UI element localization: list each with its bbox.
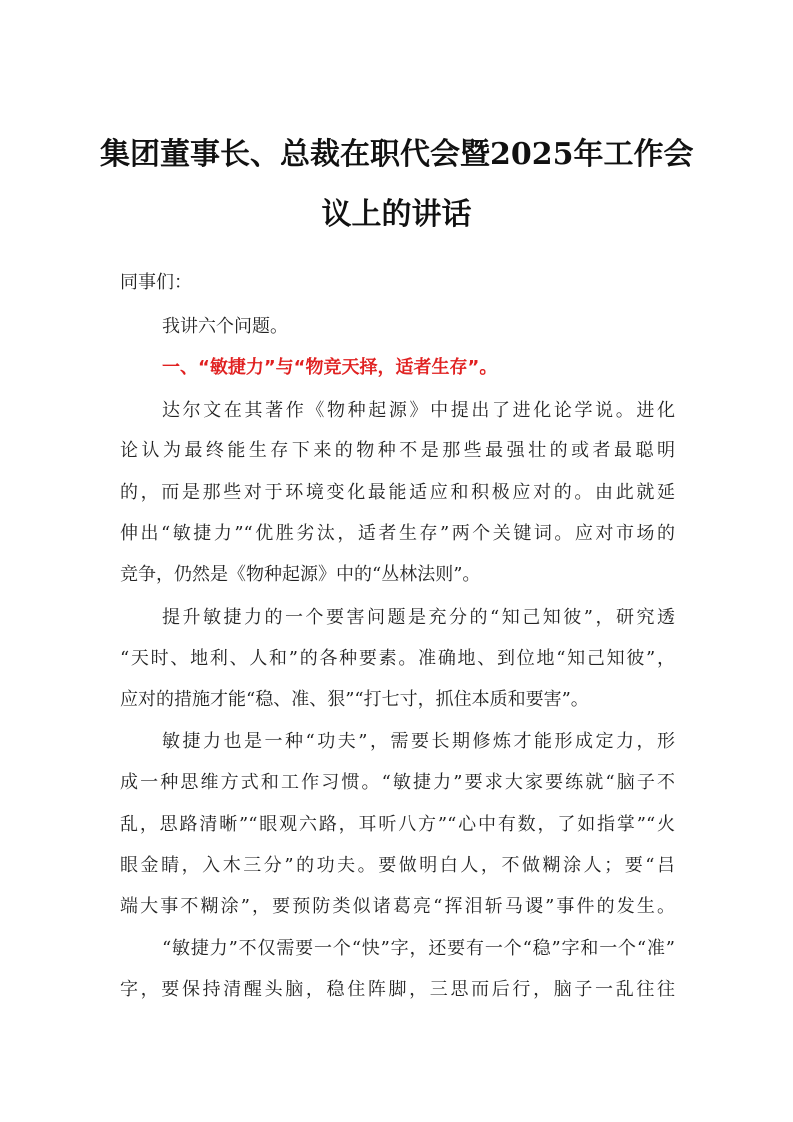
paragraph-line: 端大事不糊涂”，要预防类似诸葛亮“挥泪斩马谡”事件的发生。 bbox=[120, 896, 675, 917]
document-title-line-2: 议上的讲话 bbox=[321, 197, 472, 232]
paragraph-line: 乱，思路清晰”“眼观六路，耳听八方”“心中有数，了如指掌”“火 bbox=[120, 814, 675, 835]
paragraph-line: “天时、地利、人和”的各种要素。准确地、到位地“知己知彼”， bbox=[120, 648, 675, 669]
paragraph-line: 论认为最终能生存下来的物种不是那些最强壮的或者最聪明 bbox=[120, 440, 675, 461]
paragraph-line: 敏捷力也是一种“功夫”，需要长期修炼才能形成定力，形 bbox=[162, 731, 675, 752]
intro-paragraph: 我讲六个问题。 bbox=[162, 316, 288, 337]
document-title-line-1: 集团董事长、总裁在职代会暨2025年工作会 bbox=[100, 137, 694, 172]
paragraph-line: 眼金睛，入木三分”的功夫。要做明白人，不做糊涂人；要“吕 bbox=[120, 855, 675, 876]
paragraph-line: 的，而是那些对于环境变化最能适应和积极应对的。由此就延 bbox=[120, 482, 675, 503]
paragraph-line: 达尔文在其著作《物种起源》中提出了进化论学说。进化 bbox=[162, 400, 675, 421]
paragraph-line: 成一种思维方式和工作习惯。“敏捷力”要求大家要练就“脑子不 bbox=[120, 772, 675, 793]
paragraph-line: “敏捷力”不仅需要一个“快”字，还要有一个“稳”字和一个“准” bbox=[162, 938, 675, 959]
paragraph-line: 竞争，仍然是《物种起源》中的“丛林法则”。 bbox=[120, 564, 481, 585]
paragraph-line: 字，要保持清醒头脑，稳住阵脚，三思而后行，脑子一乱往往 bbox=[120, 979, 675, 1000]
section-heading-1: 一、“敏捷力”与“物竞天择，适者生存”。 bbox=[162, 357, 498, 378]
paragraph-line: 伸出“敏捷力”“优胜劣汰，适者生存”两个关键词。应对市场的 bbox=[120, 523, 675, 544]
paragraph-line: 应对的措施才能“稳、准、狠”“打七寸，抓住本质和要害”。 bbox=[120, 689, 589, 710]
salutation: 同事们： bbox=[120, 272, 192, 293]
paragraph-line: 提升敏捷力的一个要害问题是充分的“知己知彼”，研究透 bbox=[162, 607, 675, 628]
